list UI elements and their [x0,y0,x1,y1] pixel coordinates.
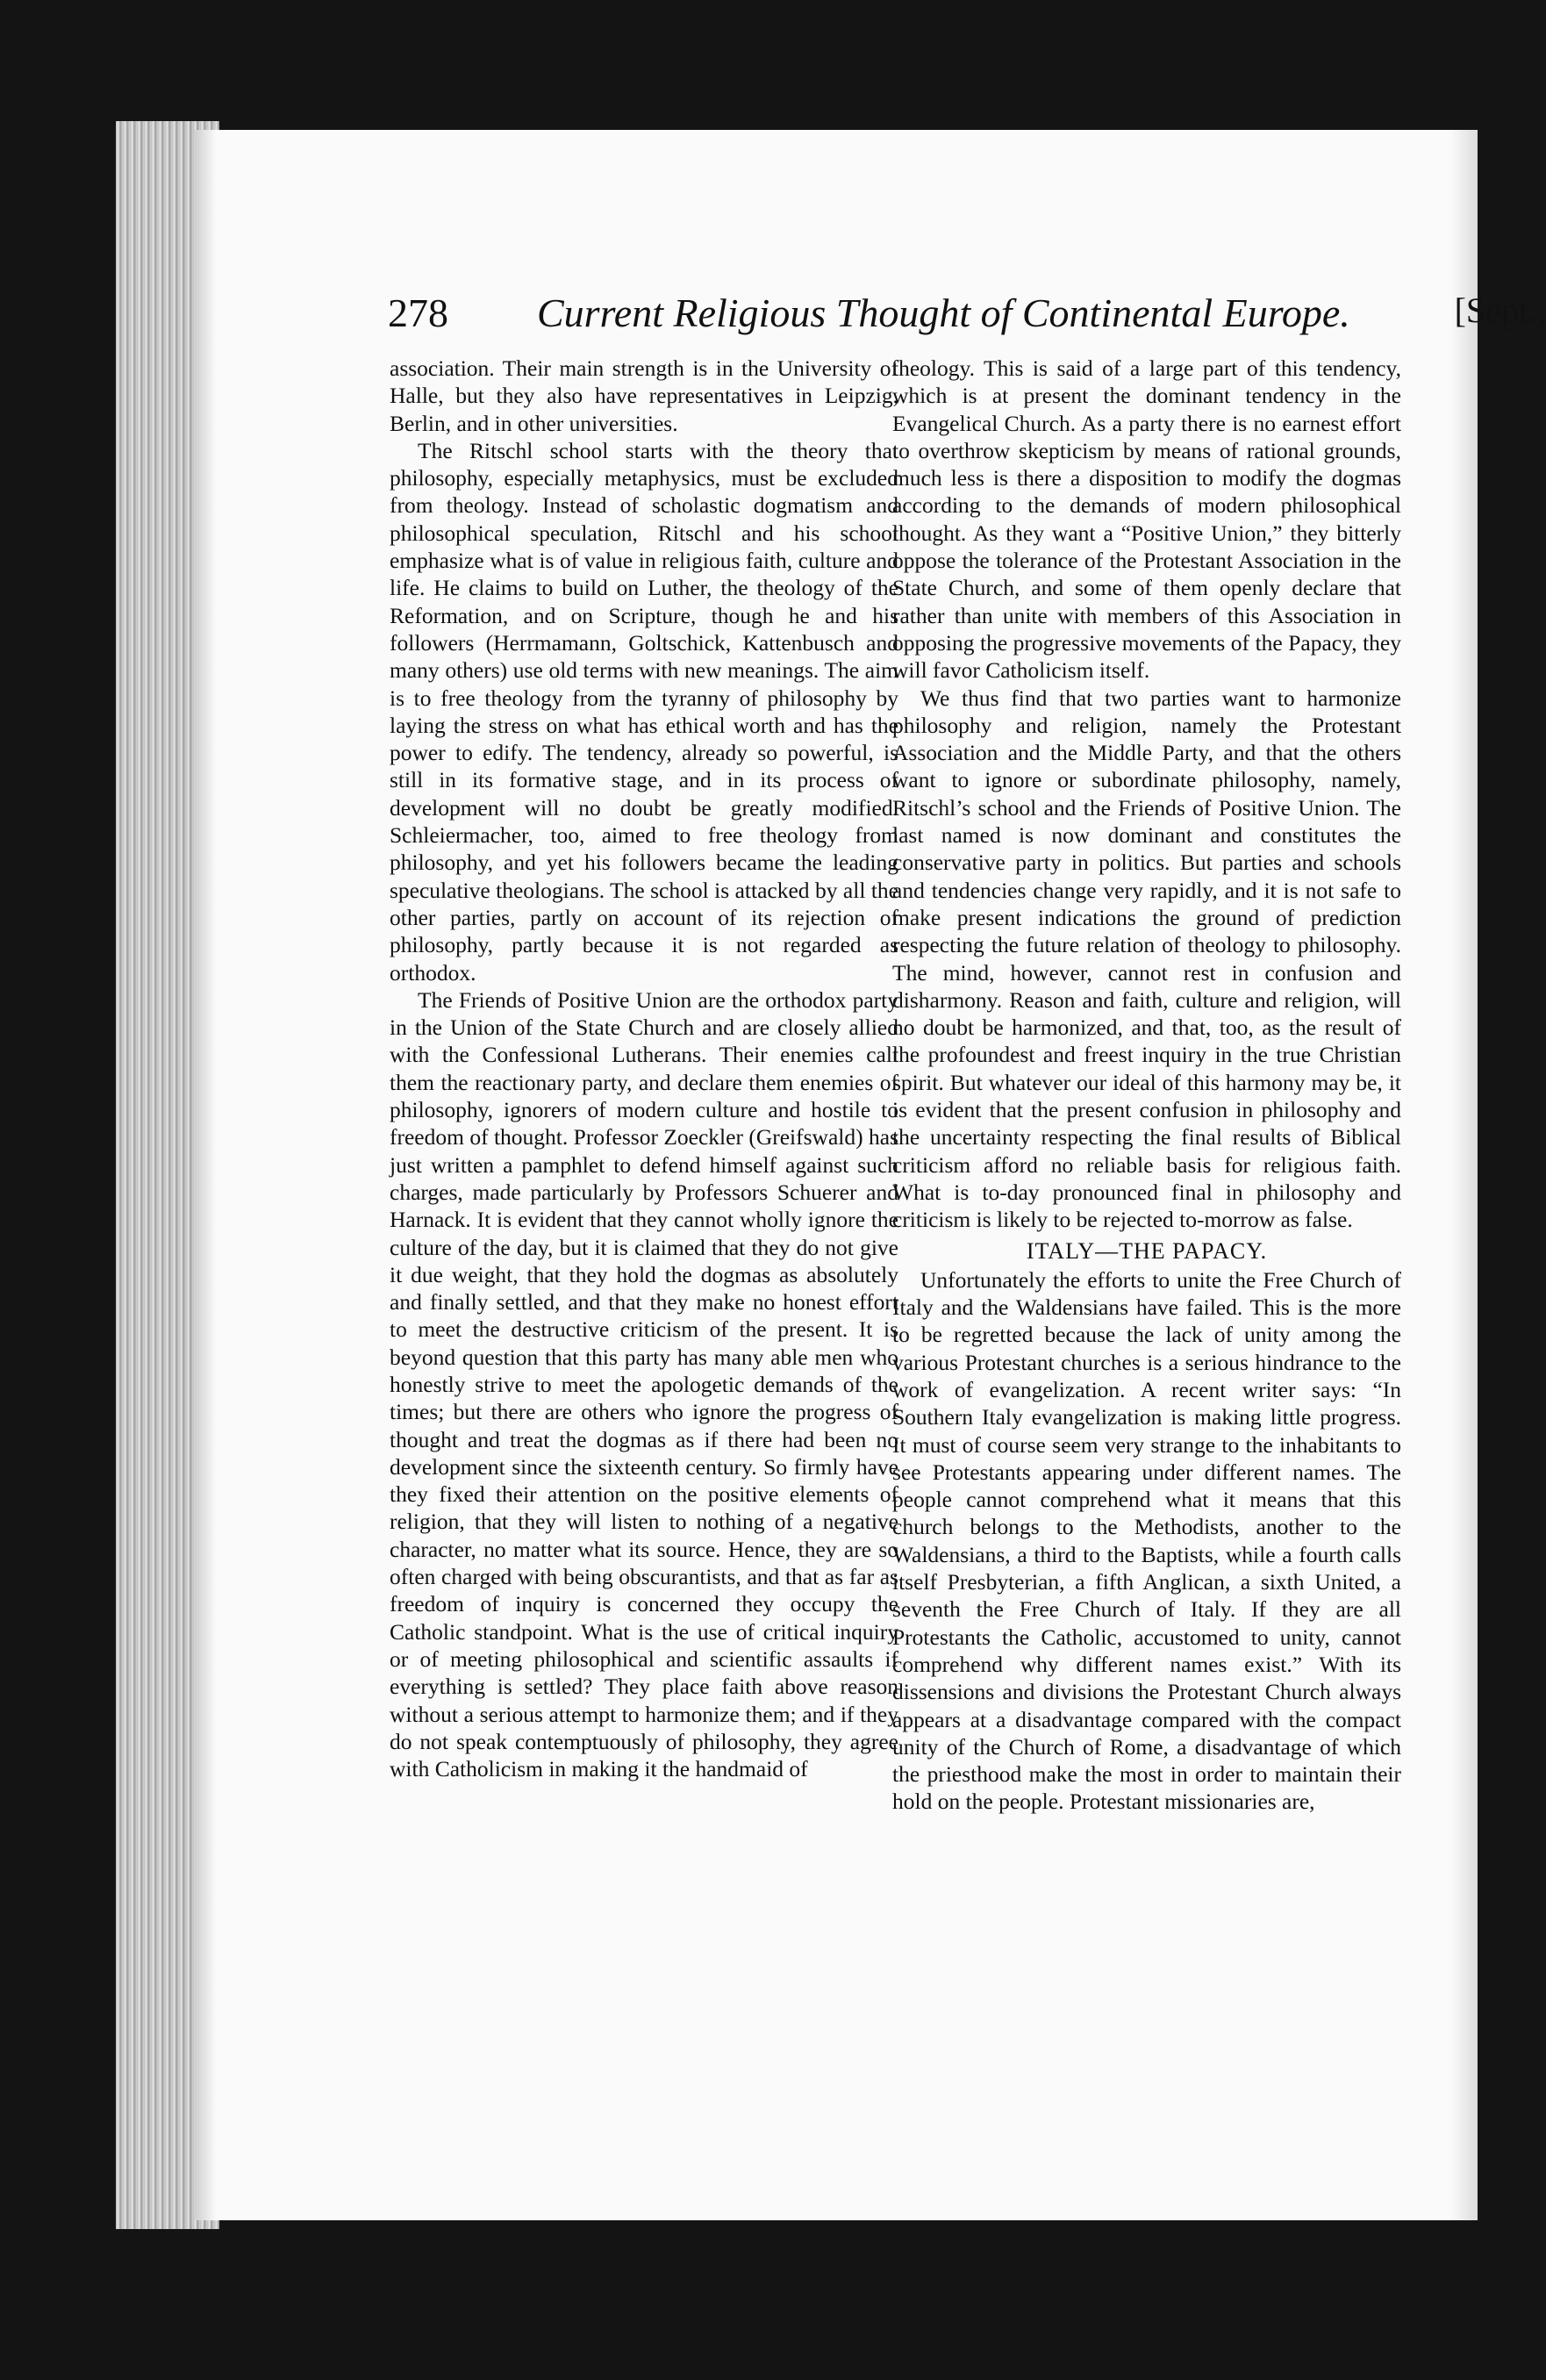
book-page [195,130,1546,2220]
paragraph-italy: Unfortunately the efforts to unite the Free Church of Italy and the Waldensians have failed. This is the more to be regretted because the lack of unity among the various Protestant churches is a serious hindrance to the work of evangelization. A recent writer says: “In Southern Italy evangelization is making little progress. It must of course seem very strange to the inhabitants to see Protestants appearing under different names. The people cannot comprehend what it means that this church belongs to the Methodists, another to the Waldensians, a third to the Baptists, while a fourth calls itself Presbyterian, a fifth Anglican, a sixth United, a seventh the Free Church of Italy. If they are all Protestants the Catholic, accustomed to unity, cannot comprehend why different names exist.” With its dissensions and divisions the Protestant Church always appears at a disadvantage compared with the compact unity of the Church of Rome, a disadvantage of which the priesthood make the most in order to maintain their hold on the people. Protestant missionaries are, [892,1266,1401,1815]
page-gutter-shadow [195,130,216,2220]
section-heading-italy: ITALY—THE PAPACY. [1026,1237,1268,1264]
running-title: Current Religious Thought of Continental Europe. [537,290,1350,335]
paragraph-theology-continued: theology. This is said of a large part of this tendency, which is at present the dominant tendency in the Evangelical Church. As a party there is no earnest effort to overthrow skepticism by means of rational grounds, much less is there a disposition to modify the dogmas according to the demands of modern philosophical thought. As they want a “Positive Union,” they bitterly oppose the tolerance of the Protestant Association in the State Church, and some of them openly declare that rather than unite with members of this Association in opposing the progressive movements of the Papacy, they will favor Catholicism itself. [892,355,1401,684]
right-column [892,355,1401,1816]
page-number: 278 [388,290,448,335]
left-column [390,355,898,1782]
paragraph-ritschl-school: The Ritschl school starts with the theory that philosophy, especially metaphysics, must be excluded from theology. Instead of scholastic dogmatism and philosophical speculation, Ritschl and his school emphasize what is of value in religious faith, culture and life. He claims to build on Luther, the theology of the Reformation, and on Scripture, though he and his followers (Herrmamann, Goltschick, Kattenbusch and many others) use old terms with new meanings. The aim is to free theology from the tyranny of philosophy by laying the stress on what has ethical worth and has the power to edify. The tendency, already so powerful, is still in its formative stage, and in its process of development will no doubt be greatly modified. Schleiermacher, too, aimed to free theology from philosophy, and yet his followers became the leading speculative theologians. The school is attacked by all the other parties, partly on account of its rejection of philosophy, partly because it is not regarded as orthodox. [390,437,898,986]
running-header [388,290,1546,360]
paragraph-friends-positive-union: The Friends of Positive Union are the orthodox party in the Union of the State Church and are closely allied with the Confessional Lutherans. Their enemies call them the reactionary party, and declare them enemies of philosophy, ignorers of modern culture and hostile to freedom of thought. Professor Zoeckler (Greifswald) has just written a pamphlet to defend himself against such charges, made particularly by Professors Schuerer and Harnack. It is evident that they cannot wholly ignore the culture of the day, but it is claimed that they do not give it due weight, that they hold the dogmas as absolutely and finally settled, and that they make no honest effort to meet the destructive criticism of the present. It is beyond question that this party has many able men who honestly strive to meet the apologetic demands of the times; but there are others who ignore the progress of thought and treat the dogmas as if there had been no development since the sixteenth century. So firmly have they fixed their attention on the positive elements of religion, that they will listen to nothing of a negative character, no matter what its source. Hence, they are so often charged with being obscurantists, and that as far as freedom of inquiry is concerned they occupy the Catholic standpoint. What is the use of critical inquiry or of meeting philosophical and scientific assaults if everything is settled? They place faith above reason without a serious attempt to harmonize them; and if they do not speak contemptuously of philosophy, they agree with Catholicism in making it the handmaid of [390,986,898,1782]
paragraph-continued: association. Their main strength is in the University of Halle, but they also have representatives in Leipzig, Berlin, and in other universities. [390,355,898,436]
paragraph-two-parties: We thus find that two parties want to harmonize philosophy and religion, namely the Protestant Association and the Middle Party, and that the others want to ignore or subordinate philosophy, namely, Ritschl’s school and the Friends of Positive Union. The last named is now dominant and constitutes the conservative party in politics. But parties and schools and tendencies change very rapidly, and it is not safe to make present indications the ground of prediction respecting the future relation of theology to philosophy. The mind, however, cannot rest in confusion and disharmony. Reason and faith, culture and religion, will no doubt be harmonized, and that, too, as the result of the profoundest and freest inquiry in the true Christian spirit. But whatever our ideal of this harmony may be, it is evident that the present confusion in philosophy and the uncertainty respecting the final results of Biblical criticism afford no reliable basis for religious faith. What is to-day pronounced final in philosophy and criticism is likely to be rejected to-morrow as false. [892,685,1401,1233]
header-month: [Sept., [1454,290,1546,330]
page-edge-shadow [1451,130,1478,2220]
